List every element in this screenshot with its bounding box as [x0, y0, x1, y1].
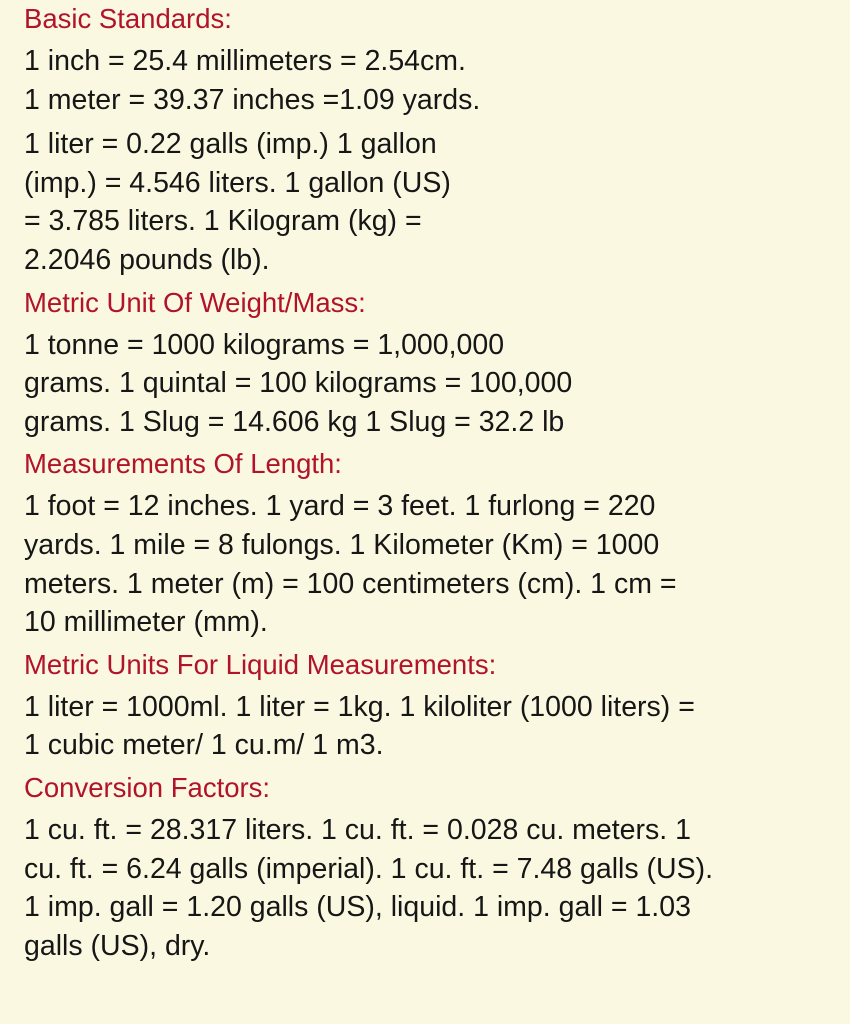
- section-heading: Basic Standards:: [24, 3, 232, 34]
- text-line: yards. 1 mile = 8 fulongs. 1 Kilometer (Km) = 1000: [24, 528, 660, 561]
- section-heading: Metric Unit Of Weight/Mass:: [24, 286, 366, 318]
- text-line: 2.2046 pounds (lb).: [24, 243, 270, 276]
- text-line: 10 millimeter (mm).: [24, 606, 268, 639]
- text-line: 1 cubic meter/ 1 cu.m/ 1 m3.: [24, 729, 384, 762]
- text-line: grams. 1 quintal = 100 kilograms = 100,000: [24, 367, 573, 400]
- text-line: grams. 1 Slug = 14.606 kg 1 Slug = 32.2 lb: [24, 405, 565, 438]
- paragraph: [24, 326, 844, 442]
- text-line: 1 tonne = 1000 kilograms = 1,000,000: [24, 328, 505, 361]
- text-line: 1 foot = 12 inches. 1 yard = 3 feet. 1 furlong = 220: [24, 490, 656, 523]
- section-heading: Metric Units For Liquid Measurements:: [24, 648, 497, 680]
- text-line: galls (US), dry.: [24, 929, 211, 962]
- paragraph: [24, 688, 844, 765]
- text-line: 1 liter = 1000ml. 1 liter = 1kg. 1 kiloliter (1000 liters) =: [24, 690, 695, 723]
- section-heading: Measurements Of Length:: [24, 448, 342, 480]
- text-line: meters. 1 meter (m) = 100 centimeters (cm). 1 cm =: [24, 567, 677, 600]
- text-line: (imp.) = 4.546 liters. 1 gallon (US): [24, 166, 451, 199]
- paragraph: [24, 125, 844, 279]
- paragraph: [24, 487, 844, 641]
- paragraph: [24, 811, 844, 965]
- section-heading: Conversion Factors:: [24, 771, 271, 803]
- text-line: = 3.785 liters. 1 Kilogram (kg) =: [24, 205, 422, 238]
- text-line: 1 cu. ft. = 28.317 liters. 1 cu. ft. = 0.028 cu. meters. 1: [24, 813, 691, 846]
- text-line: 1 inch = 25.4 millimeters = 2.54cm.: [24, 45, 466, 77]
- section-length: [24, 445, 844, 641]
- conversion-document: [24, 0, 844, 965]
- section-weight-mass: [24, 284, 844, 442]
- text-line: 1 liter = 0.22 galls (imp.) 1 gallon: [24, 128, 437, 161]
- text-line: cu. ft. = 6.24 galls (imperial). 1 cu. ft. = 7.48 galls (US).: [24, 852, 714, 885]
- section-liquid: [24, 646, 844, 765]
- paragraph: [24, 42, 844, 119]
- text-line: 1 meter = 39.37 inches =1.09 yards.: [24, 83, 481, 116]
- section-basic-standards: [24, 0, 844, 280]
- text-line: 1 imp. gall = 1.20 galls (US), liquid. 1 imp. gall = 1.03: [24, 891, 691, 924]
- section-conversion-factors: [24, 769, 844, 965]
